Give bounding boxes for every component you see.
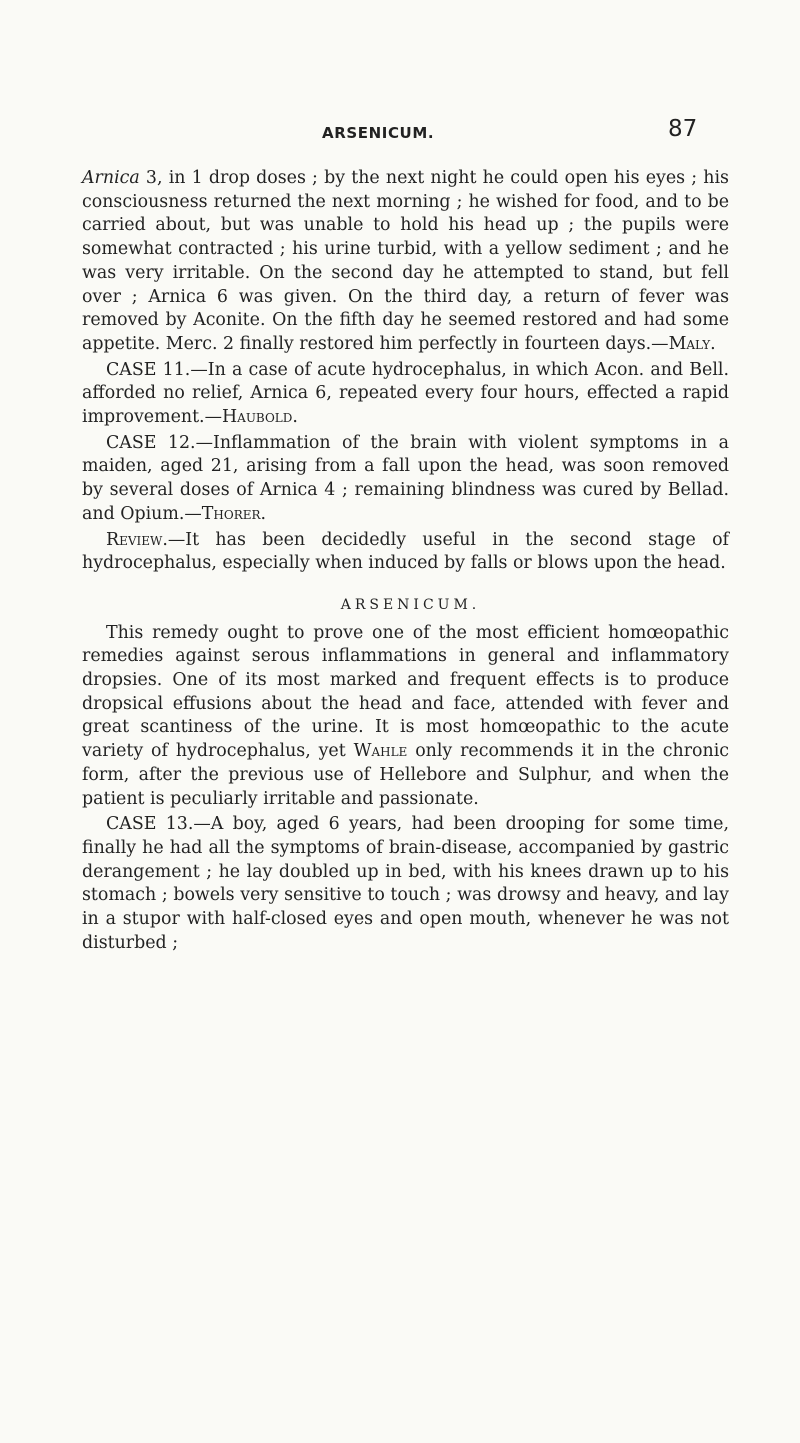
review-label: Review. xyxy=(106,529,168,550)
arsenicum-intro-before: This remedy ought to prove one of the most efficient homœopathic remedies against serous inflammations in general and inflammatory dropsies. One of its most marked and frequent effects is to produce dropsical effusions about the head and face, attended with fever and great scantiness of the urine. It is most homœopathic to the acute variety of hydrocephalus, yet xyxy=(82,622,729,762)
body-text xyxy=(82,167,729,956)
running-head xyxy=(0,118,800,148)
running-title: ARSENICUM. xyxy=(322,124,435,142)
review xyxy=(82,529,729,576)
section-heading-arsenicum: ARSENICUM. xyxy=(340,596,481,613)
case-11-text: CASE 11.—In a case of acute hydrocephalus, in which Acon. and Bell. afforded no relief, Arnica 6, repeated every four hours, effected a rapid improvement.— xyxy=(82,359,729,428)
case-11 xyxy=(82,359,729,430)
review-text: —It has been decidedly useful in the second stage of hydrocephalus, especially when induced by falls or blows upon the head. xyxy=(82,529,729,574)
author-wahle: Wahle xyxy=(353,741,408,762)
arnica-italic: Arnica xyxy=(82,168,140,188)
author-thorer: Thorer. xyxy=(201,503,267,524)
case-12-text: CASE 12.—Inflammation of the brain with violent symptoms in a maiden, aged 21, arising from a fall upon the head, was soon removed by several doses of Arnica 4 ; remaining blindness was cured by Bellad. and Opium.— xyxy=(82,432,729,524)
case-12 xyxy=(82,432,729,527)
page-number: 87 xyxy=(668,116,698,142)
author-maly: Maly. xyxy=(668,333,716,354)
paragraph-text: 3, in 1 drop doses ; by the next night he could open his eyes ; his consciousness returned the next morning ; he wished for food, and to be carried about, but was unable to hold his head up ; the pupils were somewhat contracted ; his urine turbid, with a yellow sediment ; and he was very irritable. On the second day he attempted to stand, but fell over ; Arnica 6 was given. On the third day, a return of fever was removed by Aconite. On the fifth day he seemed restored and had some appetite. Merc. 2 finally restored him perfectly in fourteen days.— xyxy=(82,168,729,354)
paragraph-arnica-continuation xyxy=(82,167,729,357)
arsenicum-intro-after: only recommends it in the chronic form, after the previous use of Hellebore and Sulphur, and when the patient is peculiarly irritable and passionate. xyxy=(82,741,729,809)
author-haubold: Haubold. xyxy=(221,407,298,428)
case-13: CASE 13.—A boy, aged 6 years, had been drooping for some time, finally he had all the symptoms of brain-disease, accompanied by gastric derangement ; he lay doubled up in bed, with his knees drawn up to his stomach ; bowels very sensitive to touch ; was drowsy and heavy, and lay in a stupor with half-closed eyes and open mouth, whenever he was not disturbed ; xyxy=(82,814,729,953)
arsenicum-intro xyxy=(82,622,729,812)
